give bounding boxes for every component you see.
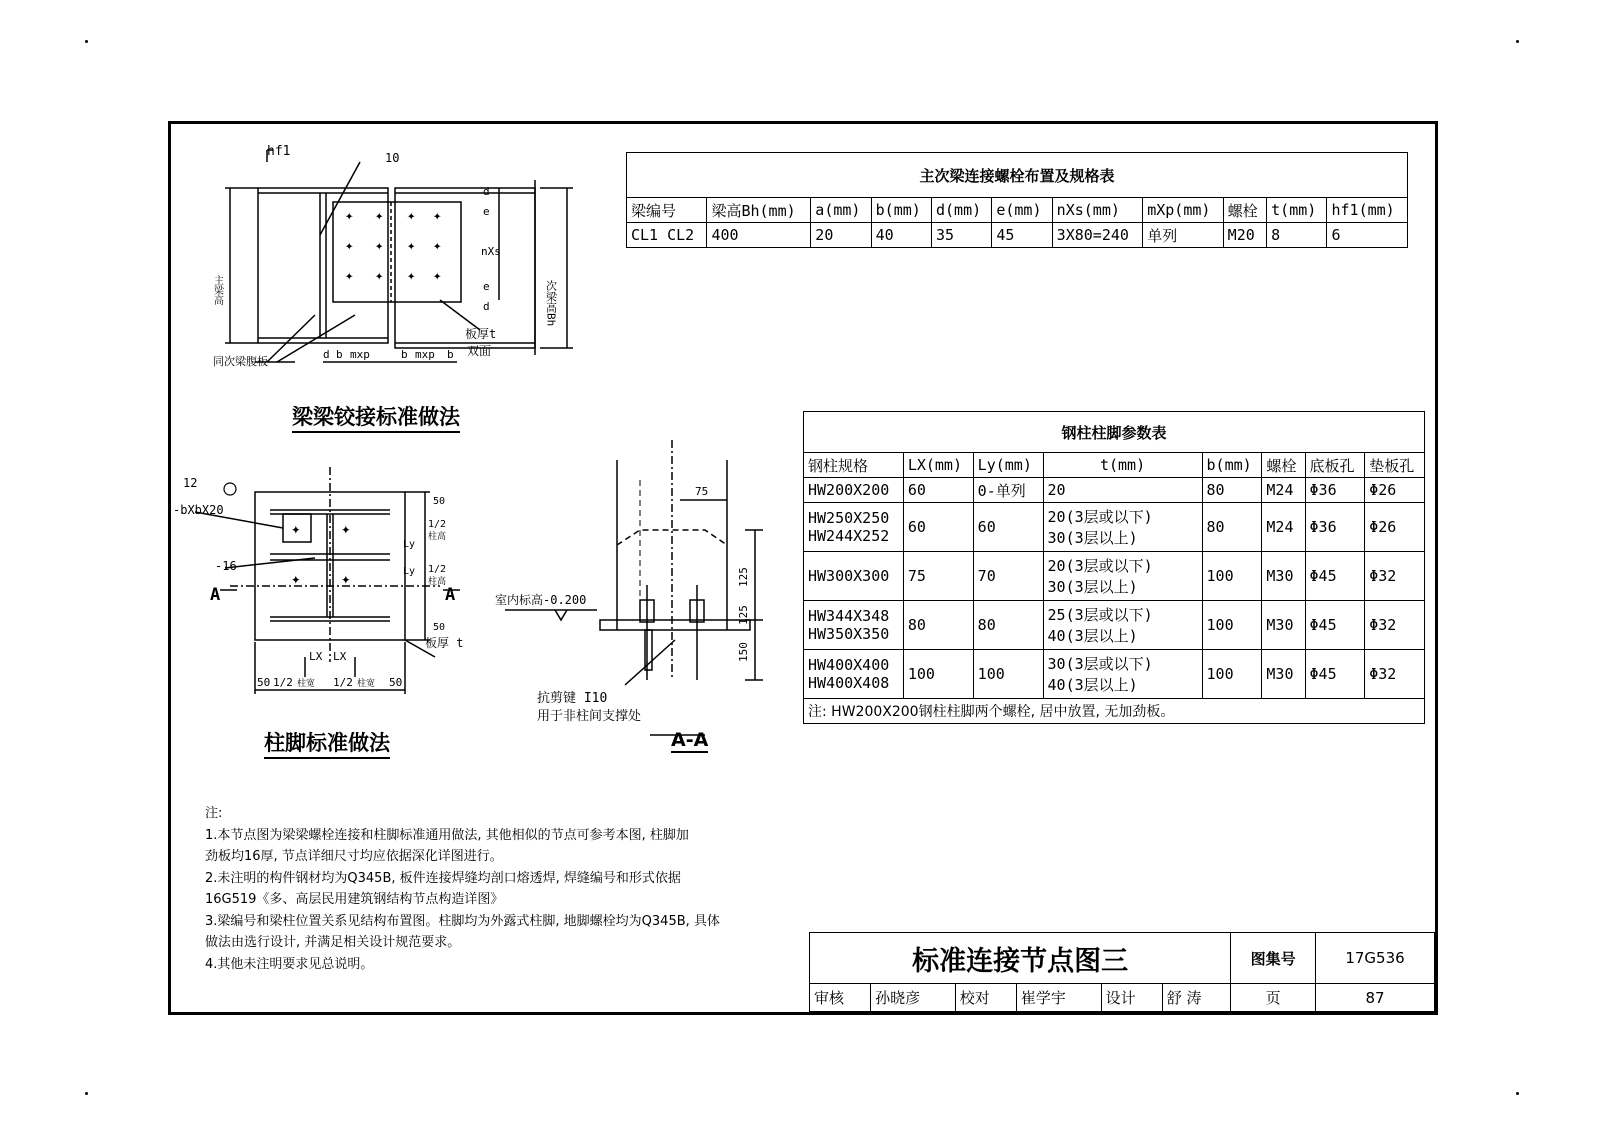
- header-cell: a(mm): [811, 198, 871, 223]
- table-cell: 75: [903, 552, 973, 601]
- reviewer-name: 孙晓彦: [871, 984, 956, 1012]
- table-cell: 80: [1202, 503, 1262, 552]
- cell-line: 30(3层以上): [1047, 578, 1138, 596]
- dim-col-h2: 柱高: [428, 577, 447, 587]
- note-line: 3.梁编号和梁柱位置关系见结构布置图。柱脚均为外露式柱脚, 地脚螺栓均为Q345B, 具体: [205, 913, 720, 929]
- cell-line: 20: [1047, 481, 1066, 499]
- beam-table-title: 主次梁连接螺栓布置及规格表: [627, 153, 1408, 198]
- header-cell: 底板孔: [1305, 453, 1365, 478]
- header-cell: d(mm): [931, 198, 991, 223]
- bolt-symbol: ✦: [345, 238, 354, 254]
- table-cell: Φ26: [1365, 503, 1425, 552]
- table-cell: [1043, 552, 1202, 601]
- plate-thickness-label: 板厚t: [465, 327, 497, 341]
- bolt-symbol: ✦: [345, 208, 354, 224]
- shear-key-note: 用于非柱间支撑处: [537, 709, 642, 724]
- table-row: [804, 478, 1425, 503]
- table-cell: 100: [973, 650, 1043, 699]
- bolt-symbol: ✦: [433, 238, 442, 254]
- atlas-label: 图集号: [1231, 933, 1316, 984]
- dim-b: b: [336, 348, 343, 361]
- svg-text:✦: ✦: [291, 569, 301, 588]
- table-cell: [1043, 478, 1202, 503]
- dim-col-w1: 柱宽: [297, 679, 316, 689]
- dim-nxs: nXs: [481, 245, 501, 258]
- table-cell: Φ32: [1365, 552, 1425, 601]
- table-cell: 6: [1327, 223, 1408, 248]
- dim-half-1: 1/2: [428, 519, 447, 530]
- dim-125-a: 125: [737, 567, 750, 587]
- beam-table-header: [627, 198, 1408, 223]
- cell-line: HW250X250: [808, 509, 890, 527]
- table-row: [804, 552, 1425, 601]
- table-cell: 60: [903, 478, 973, 503]
- cell-line: HW244X252: [808, 527, 890, 545]
- dim-mxp: mxp: [350, 348, 370, 361]
- section-a-right: A: [445, 585, 456, 605]
- cell-line: HW344X348: [808, 607, 890, 625]
- header-cell: Ly(mm): [973, 453, 1043, 478]
- atlas-number: 17G536: [1316, 933, 1435, 984]
- check-label: 校对: [955, 984, 1016, 1012]
- table-cell: 45: [992, 223, 1052, 248]
- checker-name: 崔学宇: [1016, 984, 1101, 1012]
- table-row: [804, 650, 1425, 699]
- table-cell: [804, 503, 904, 552]
- both-sides-label: 双面: [467, 344, 492, 358]
- beam-hinge-detail: [195, 140, 615, 390]
- table-cell: 100: [1202, 650, 1262, 699]
- dim-d-bottom: d: [483, 300, 490, 313]
- column-detail-caption: 柱脚标准做法: [264, 727, 390, 759]
- table-cell: 单列: [1143, 223, 1223, 248]
- table-cell: Φ36: [1305, 478, 1365, 503]
- note-line: 2.未注明的构件钢材均为Q345B, 板件连接焊缝均剖口熔透焊, 焊缝编号和形式依据: [205, 870, 681, 886]
- note-line: 劲板均16厚, 节点详细尺寸均应依据深化详图进行。: [205, 849, 503, 864]
- main-beam-label: 主梁高: [211, 275, 223, 305]
- header-cell: 梁高Bh(mm): [707, 198, 811, 223]
- note-line: 16G519《多、高层民用建筑钢结构节点构造详图》: [205, 892, 504, 907]
- cell-line: HW350X350: [808, 625, 890, 643]
- table-cell: 80: [1202, 478, 1262, 503]
- cell-line: 30(3层或以下): [1047, 655, 1153, 673]
- dim-lx-2: LX: [333, 650, 347, 663]
- designer-name: 舒 涛: [1162, 984, 1231, 1012]
- note-line: 做法由选行设计, 并满足相关设计规范要求。: [205, 935, 461, 950]
- section-caption: A-A: [671, 729, 709, 751]
- table-cell: 0-单列: [973, 478, 1043, 503]
- table-cell: 80: [973, 601, 1043, 650]
- table-cell: M30: [1262, 552, 1305, 601]
- column-base-plan: [175, 462, 465, 722]
- page-number: 87: [1316, 984, 1435, 1012]
- cell-line: 20(3层或以下): [1047, 557, 1153, 575]
- table-cell: Φ45: [1305, 601, 1365, 650]
- dim-bhalf-2: 1/2: [333, 676, 353, 689]
- table-cell: 400: [707, 223, 811, 248]
- general-notes: [205, 803, 805, 975]
- dim-col-h1: 柱高: [428, 532, 447, 542]
- header-cell: b(mm): [871, 198, 931, 223]
- table-cell: [804, 601, 904, 650]
- dim-b2: b: [401, 348, 408, 361]
- header-cell: mXp(mm): [1143, 198, 1223, 223]
- header-cell: e(mm): [992, 198, 1052, 223]
- bolt-symbol: ✦: [407, 268, 416, 284]
- bolt-symbol: ✦: [375, 208, 384, 224]
- bolt-symbol: ✦: [407, 238, 416, 254]
- column-base-table: [803, 411, 1425, 724]
- table-cell: Φ45: [1305, 650, 1365, 699]
- sec-beam-label: 次梁高Bh: [544, 280, 558, 327]
- dim-50-bottom: 50: [433, 622, 446, 633]
- table-cell: M24: [1262, 478, 1305, 503]
- column-table-note: 注: HW200X200钢柱柱脚两个螺栓, 居中放置, 无加劲板。: [804, 699, 1425, 724]
- bolt-symbol: ✦: [345, 268, 354, 284]
- table-cell: 8: [1267, 223, 1327, 248]
- title-block: [809, 932, 1435, 1012]
- web-label: 同次梁腹板: [213, 355, 268, 368]
- table-cell: Φ45: [1305, 552, 1365, 601]
- column-table-header: [804, 453, 1425, 478]
- dim-ly-1: Ly: [403, 539, 416, 550]
- table-cell: 100: [1202, 552, 1262, 601]
- dim-50-top: 50: [433, 496, 446, 507]
- dim-bhalf-1: 1/2: [273, 676, 293, 689]
- table-cell: [804, 552, 904, 601]
- svg-text:✦: ✦: [341, 519, 351, 538]
- base-plate-label: 板厚 t: [425, 636, 464, 650]
- dim-col-w2: 柱宽: [357, 679, 376, 689]
- table-cell: [804, 650, 904, 699]
- header-cell: t(mm): [1267, 198, 1327, 223]
- note-line: 1.本节点图为梁梁螺栓连接和柱脚标准通用做法, 其他相似的节点可参考本图, 柱脚加: [205, 827, 689, 843]
- svg-text:✦: ✦: [341, 569, 351, 588]
- dim-125-b: 125: [737, 605, 750, 625]
- weld-10-label: 10: [385, 151, 400, 165]
- pad-plate-label: -bXbX20: [173, 503, 224, 517]
- table-row: [627, 223, 1408, 248]
- header-cell: 螺栓: [1223, 198, 1266, 223]
- weld-12-label: 12: [183, 476, 198, 490]
- section-a-a: [495, 440, 785, 730]
- svg-text:✦: ✦: [291, 519, 301, 538]
- cell-line: 40(3层以上): [1047, 676, 1138, 694]
- stiffener-label: -16: [215, 559, 237, 573]
- table-cell: 80: [903, 601, 973, 650]
- dim-b3: b: [447, 348, 454, 361]
- page-label: 页: [1231, 984, 1316, 1012]
- cell-line: HW200X200: [808, 481, 890, 499]
- bolt-symbol: ✦: [407, 208, 416, 224]
- dim-lx-1: LX: [309, 650, 323, 663]
- table-cell: [1043, 503, 1202, 552]
- table-cell: Φ36: [1305, 503, 1365, 552]
- dim-ly-2: Ly: [403, 566, 416, 577]
- design-label: 设计: [1101, 984, 1162, 1012]
- table-cell: 70: [973, 552, 1043, 601]
- cell-line: HW400X408: [808, 674, 890, 692]
- table-cell: Φ32: [1365, 650, 1425, 699]
- header-cell: 钢柱规格: [804, 453, 904, 478]
- dim-mxp2: mxp: [415, 348, 435, 361]
- table-row: [804, 503, 1425, 552]
- header-cell: b(mm): [1202, 453, 1262, 478]
- dim-50-right: 50: [389, 676, 403, 689]
- cell-line: 20(3层或以下): [1047, 508, 1153, 526]
- dim-e-top: e: [483, 205, 490, 218]
- header-cell: 垫板孔: [1365, 453, 1425, 478]
- elevation-label: 室内标高-0.200: [495, 593, 587, 607]
- table-row: [804, 601, 1425, 650]
- header-cell: LX(mm): [903, 453, 973, 478]
- dim-50-left: 50: [257, 676, 271, 689]
- table-cell: 3X80=240: [1052, 223, 1143, 248]
- bolt-symbol: ✦: [433, 208, 442, 224]
- bolt-symbol: ✦: [375, 268, 384, 284]
- table-cell: [1043, 601, 1202, 650]
- table-cell: 40: [871, 223, 931, 248]
- header-cell: 梁编号: [627, 198, 707, 223]
- bolt-symbol: ✦: [433, 268, 442, 284]
- table-cell: Φ26: [1365, 478, 1425, 503]
- table-cell: M20: [1223, 223, 1266, 248]
- header-cell: t(mm): [1043, 453, 1202, 478]
- header-cell: 螺栓: [1262, 453, 1305, 478]
- cell-line: 30(3层以上): [1047, 529, 1138, 547]
- table-cell: Φ32: [1365, 601, 1425, 650]
- table-cell: M24: [1262, 503, 1305, 552]
- cell-line: 40(3层以上): [1047, 627, 1138, 645]
- table-cell: 20: [811, 223, 871, 248]
- beam-detail-caption: 梁梁铰接标准做法: [292, 401, 460, 433]
- review-label: 审核: [810, 984, 871, 1012]
- dim-d-top: d: [483, 185, 490, 198]
- dim-d: d: [323, 348, 330, 361]
- note-line: 4.其他未注明要求见总说明。: [205, 956, 374, 972]
- dim-e-bottom: e: [483, 280, 490, 293]
- table-cell: M30: [1262, 601, 1305, 650]
- table-cell: 35: [931, 223, 991, 248]
- bolt-symbol: ✦: [375, 238, 384, 254]
- table-cell: 60: [973, 503, 1043, 552]
- table-cell: 60: [903, 503, 973, 552]
- note-line: 注:: [205, 806, 223, 821]
- cell-line: 25(3层或以下): [1047, 606, 1153, 624]
- cell-line: HW300X300: [808, 567, 890, 585]
- header-cell: nXs(mm): [1052, 198, 1143, 223]
- section-a-left: A: [210, 585, 221, 605]
- table-cell: [1043, 650, 1202, 699]
- table-cell: 100: [903, 650, 973, 699]
- dim-150: 150: [737, 642, 750, 662]
- dim-half-2: 1/2: [428, 564, 447, 575]
- header-cell: hf1(mm): [1327, 198, 1408, 223]
- drawing-title: 标准连接节点图三: [810, 933, 1231, 984]
- hf1-label: hf1: [267, 144, 291, 159]
- cell-line: HW400X400: [808, 656, 890, 674]
- beam-bolt-table: [626, 152, 1408, 248]
- table-cell: CL1 CL2: [627, 223, 707, 248]
- table-cell: [804, 478, 904, 503]
- table-cell: 100: [1202, 601, 1262, 650]
- dim-75: 75: [695, 485, 709, 498]
- column-table-title: 钢柱柱脚参数表: [804, 412, 1425, 453]
- shear-key-label: 抗剪键 I10: [537, 691, 608, 706]
- table-cell: M30: [1262, 650, 1305, 699]
